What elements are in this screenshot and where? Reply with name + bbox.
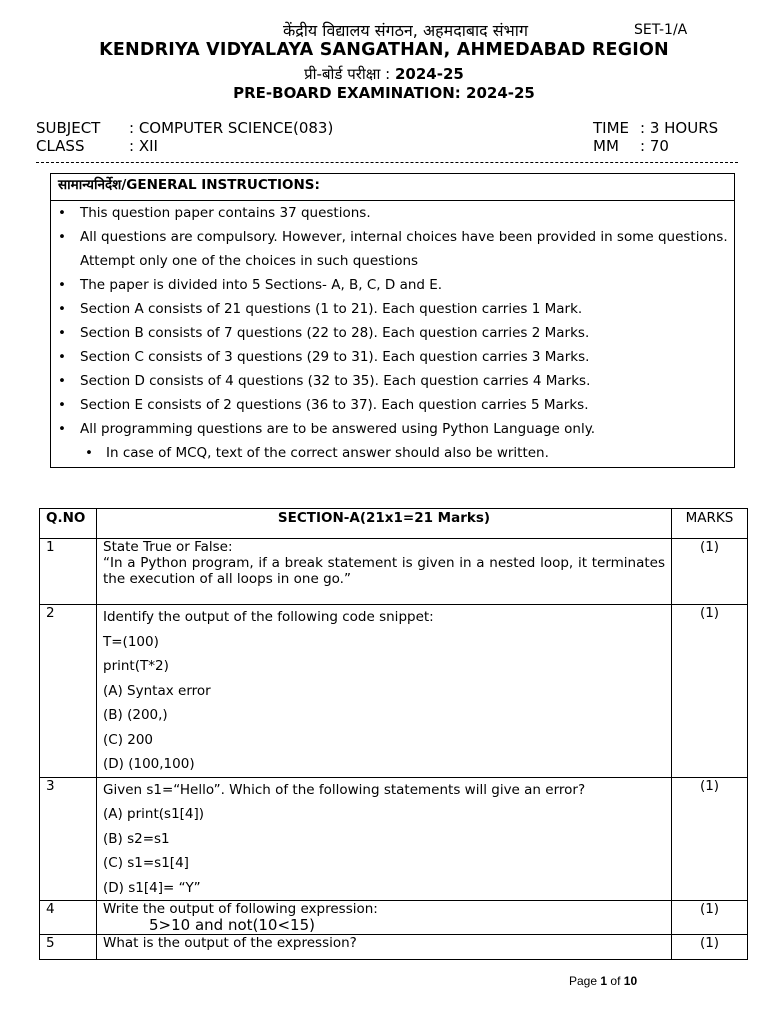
org-title: KENDRIYA VIDYALAYA SANGATHAN, AHMEDABAD REGION <box>99 40 669 60</box>
question-option: (D) (100,100) <box>103 756 195 772</box>
hindi-org-title: केंद्रीय विद्यालय संगठन, अहमदाबाद संभाग <box>283 21 528 40</box>
question-option: (C) 200 <box>103 731 154 748</box>
class-value: : XII <box>129 137 158 155</box>
table-row <box>40 605 748 778</box>
hindi-exam-year: 2024-25 <box>395 65 464 83</box>
question-option: (B) s2=s1 <box>103 830 170 847</box>
question-option: (A) Syntax error <box>103 682 211 699</box>
class-label: CLASS <box>36 137 85 155</box>
question-line: Given s1=“Hello”. Which of the following statements will give an error? <box>103 781 586 798</box>
question-number: 2 <box>40 605 97 778</box>
dashed-divider <box>36 162 738 163</box>
section-header: SECTION-A(21x1=21 Marks) <box>97 509 672 539</box>
question-text <box>97 935 672 960</box>
exam-title: PRE-BOARD EXAMINATION: 2024-25 <box>233 84 535 102</box>
hindi-exam-label: प्री-बोर्ड परीक्षा : <box>304 65 391 83</box>
question-marks: (1) <box>672 935 748 960</box>
page-number: 1 <box>600 974 608 988</box>
page-prefix: Page <box>569 974 598 988</box>
instruction-item: • All programming questions are to be answered using Python Language only. <box>51 417 734 441</box>
question-number: 5 <box>40 935 97 960</box>
question-text <box>97 901 672 935</box>
question-marks: (1) <box>672 777 748 901</box>
question-line: T=(100) <box>103 633 159 650</box>
instruction-item: • Section A consists of 21 questions (1 to 21). Each question carries 1 Mark. <box>51 297 734 321</box>
instructions-box <box>50 173 735 468</box>
qno-header: Q.NO <box>40 509 97 539</box>
hindi-exam-title <box>0 64 768 84</box>
question-line: print(T*2) <box>103 658 169 674</box>
question-number: 3 <box>40 777 97 901</box>
table-row <box>40 935 748 960</box>
question-option: (B) (200,) <box>103 707 168 723</box>
question-text <box>97 777 672 901</box>
mm-value: : 70 <box>640 137 669 155</box>
question-text <box>97 539 672 605</box>
table-row <box>40 777 748 901</box>
time-value: : 3 HOURS <box>640 119 719 137</box>
table-header-row <box>40 509 748 539</box>
instructions-list <box>51 201 734 465</box>
question-number: 4 <box>40 901 97 935</box>
subject-label: SUBJECT <box>36 119 101 137</box>
instruction-item: • All questions are compulsory. However, internal choices have been provided in some questions. Attempt only one of the choices in such questions <box>51 225 734 273</box>
instruction-item: • Section C consists of 3 questions (29 to 31). Each question carries 3 Marks. <box>51 345 734 369</box>
instructions-heading: सामान्यनिर्देश/GENERAL INSTRUCTIONS: <box>51 174 734 201</box>
page-total: 10 <box>623 974 638 988</box>
table-row <box>40 901 748 935</box>
table-row <box>40 539 748 605</box>
question-marks: (1) <box>672 605 748 778</box>
question-option: (A) print(s1[4]) <box>103 806 205 822</box>
question-line: What is the output of the expression? <box>103 935 357 951</box>
instruction-item: • Section E consists of 2 questions (36 to 37). Each question carries 5 Marks. <box>51 393 734 417</box>
time-label: TIME <box>593 119 630 137</box>
set-code: SET-1/A <box>634 22 688 38</box>
question-expression: 5>10 and not(10<15) <box>149 916 315 934</box>
question-marks: (1) <box>672 901 748 935</box>
page-of: of <box>610 974 621 988</box>
question-text <box>97 605 672 778</box>
question-line: Write the output of following expression: <box>103 901 378 917</box>
question-option: (D) s1[4]= “Y” <box>103 879 201 896</box>
instruction-item: • This question paper contains 37 questions. <box>51 201 734 225</box>
marks-header: MARKS <box>672 509 748 539</box>
question-line: State True or False: <box>103 539 233 555</box>
question-option: (C) s1=s1[4] <box>103 855 189 871</box>
mm-label: MM <box>593 137 619 155</box>
instruction-item: • Section B consists of 7 questions (22 to 28). Each question carries 2 Marks. <box>51 321 734 345</box>
question-marks: (1) <box>672 539 748 605</box>
question-line: “In a Python program, if a break statement is given in a nested loop, it terminates the execution of all loops in one go.” <box>103 555 665 587</box>
instruction-item: • Section D consists of 4 questions (32 to 35). Each question carries 4 Marks. <box>51 369 734 393</box>
subject-value: : COMPUTER SCIENCE(083) <box>129 119 334 137</box>
instruction-item: • In case of MCQ, text of the correct answer should also be written. <box>51 441 734 465</box>
page-footer <box>569 974 637 988</box>
section-a-table <box>39 508 748 960</box>
question-number: 1 <box>40 539 97 605</box>
instruction-item: • The paper is divided into 5 Sections- A, B, C, D and E. <box>51 273 734 297</box>
question-line: Identify the output of the following code snippet: <box>103 609 434 625</box>
